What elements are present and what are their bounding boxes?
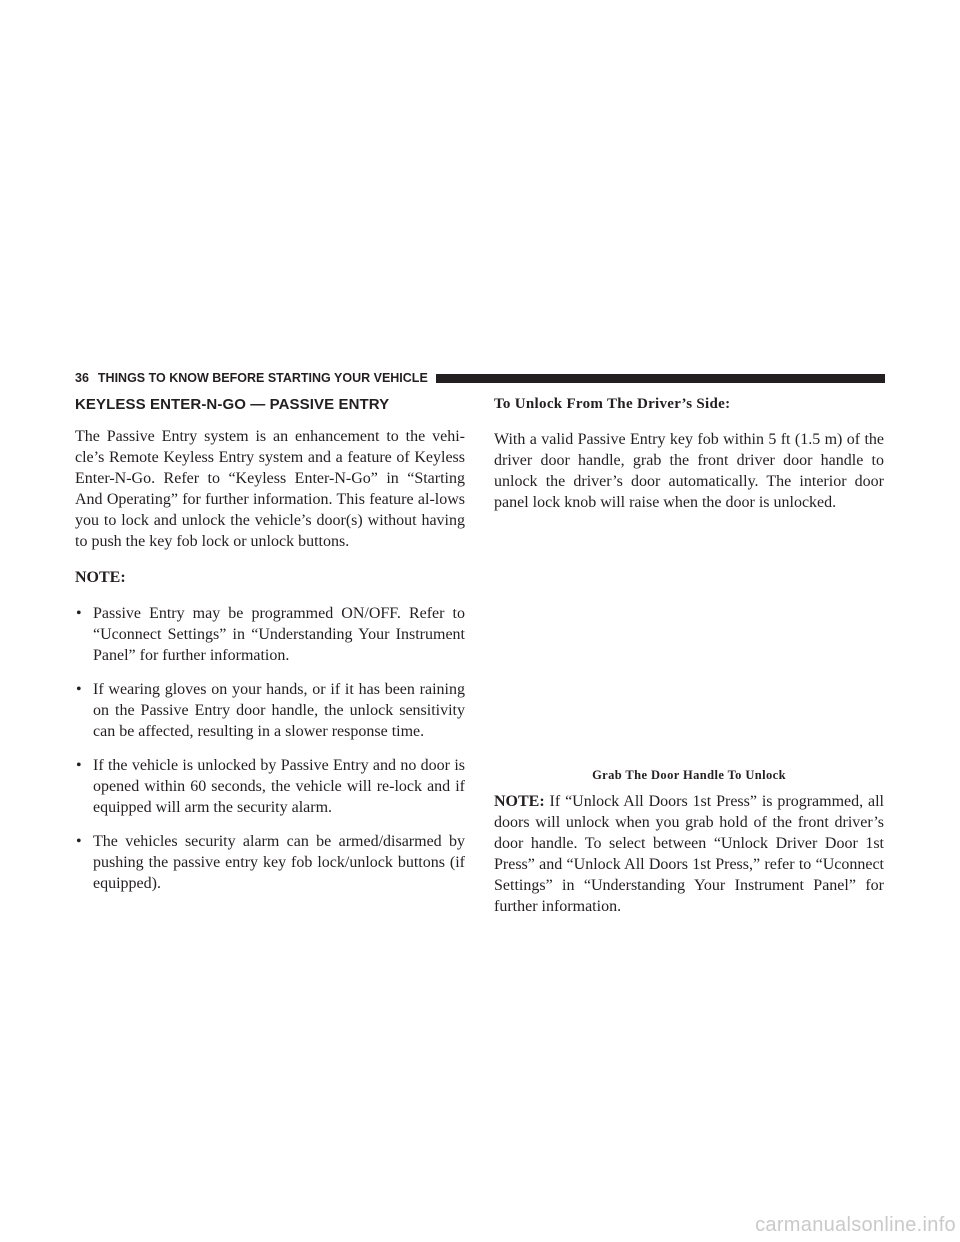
note-list [75,603,465,894]
bullet-icon: • [76,605,82,622]
list-item-text: If wearing gloves on your hands, or if it has been raining on the Passive Entry door handle, the unlock sensitivity can be affected, resulting in a slower response time. [93,681,465,740]
bullet-icon: • [76,681,82,698]
figure-placeholder [494,528,884,768]
list-item-text: The vehicles security alarm can be armed/disarmed by pushing the passive entry key fob lock/unlock buttons (if equipped). [93,833,465,892]
bullet-icon: • [76,757,82,774]
section-title: THINGS TO KNOW BEFORE STARTING YOUR VEHICLE [97,371,428,385]
list-item-text: If the vehicle is unlocked by Passive Entry and no door is opened within 60 seconds, the vehicle will re-lock and if equipped will arm the security alarm. [93,757,465,816]
header-rule [436,374,885,383]
page-number: 36 [75,371,89,385]
watermark: carmanualsonline.info [755,1214,956,1236]
note-label: NOTE: [75,569,126,586]
list-item [75,679,465,742]
note-label: NOTE: [494,793,545,810]
left-column [75,396,465,907]
page-header [75,370,885,386]
intro-paragraph: The Passive Entry system is an enhancement to the vehi-cle’s Remote Keyless Entry system and a feature of Keyless Enter-N-Go. Refer to “Keyless Enter-N-Go” in “Starting And Operating” for further information. This feature al-lows you to lock and unlock the vehicle’s door(s) without having to push the key fob lock or unlock buttons. [75,428,465,550]
figure-caption: Grab The Door Handle To Unlock [592,768,786,782]
list-item [75,755,465,818]
subheading: To Unlock From The Driver’s Side: [494,396,731,412]
note-text: If “Unlock All Doors 1st Press” is programmed, all doors will unlock when you grab hold of the front driver’s door handle. To select between “Unlock Driver Door 1st Press” and “Unlock All Doors 1st Press,” refer to “Uconnect Settings” in “Understanding Your Instrument Panel” for further information. [494,793,885,915]
list-item-text: Passive Entry may be programmed ON/OFF. Refer to “Uconnect Settings” in “Understanding Your Instrument Panel” for further information. [93,605,465,664]
unlock-paragraph: With a valid Passive Entry key fob within 5 ft (1.5 m) of the driver door handle, grab the front driver door handle to unlock the driver’s door automatically. The interior door panel lock knob will raise when the door is unlocked. [494,431,884,511]
bullet-icon: • [76,833,82,850]
list-item [75,603,465,666]
note-paragraph [494,791,884,917]
list-item [75,831,465,894]
section-heading: KEYLESS ENTER-N-GO — PASSIVE ENTRY [75,396,390,413]
right-column [494,396,884,917]
